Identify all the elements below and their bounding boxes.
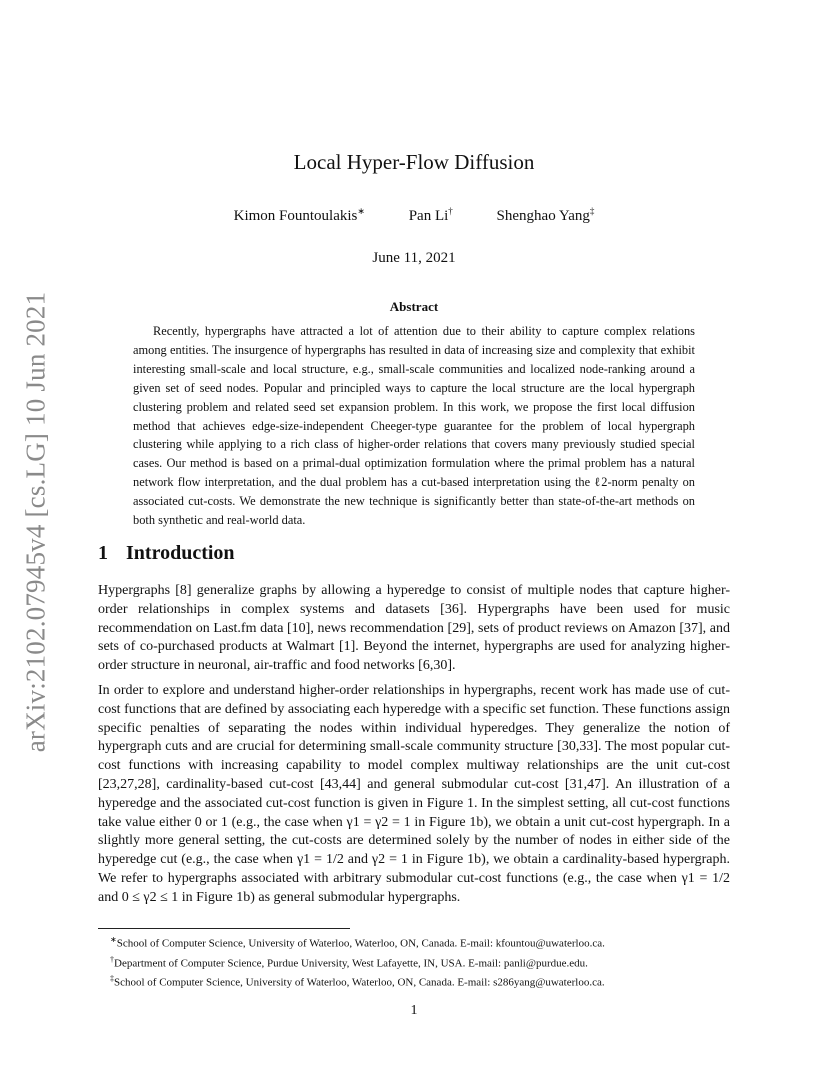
footnotes (110, 932, 750, 991)
body-paragraph: In order to explore and understand higher-order relationships in hypergraphs, recent work has made use of cut-cost functions that are defined by associating each hyperedge with a specific set function. These functions assign specific penalties of separating the nodes within individual hyperedges. They generalize the notion of hypergraph cuts and are crucial for determining small-scale community structure [30,33]. The most popular cut-cost functions with increasing capability to model complex multiway relationships are the unit cut-cost [23,27,28], cardinality-based cut-cost [43,44] and general submodular cut-cost [31,47]. An illustration of a hyperedge and the associated cut-cost function is given in Figure 1. In the simplest setting, all cut-cost functions take value either 0 or 1 (e.g., the case when γ1 = γ2 = 1 in Figure 1b), we obtain a unit cut-cost hypergraph. In a slightly more general setting, the cut-costs are determined solely by the number of nodes in either side of the hyperedge cut (e.g., the case when γ1 = 1/2 and γ2 = 1 in Figure 1b), we obtain a cardinality-based hypergraph. We refer to hypergraphs associated with arbitrary submodular cut-cost functions (e.g., the case when γ1 = 1/2 and 0 ≤ γ2 ≤ 1 in Figure 1b) as general submodular hypergraphs. (98, 683, 730, 905)
section-number: 1 (98, 542, 108, 564)
abstract-heading: Abstract (389, 299, 439, 314)
publication-date: June 11, 2021 (372, 250, 456, 266)
page-number: 1 (410, 1003, 418, 1018)
footnote-rule (98, 928, 350, 929)
footnote: †Department of Computer Science, Purdue University, West Lafayette, IN, USA. E-mail: panli@purdue.edu. (110, 954, 588, 970)
section-heading (98, 542, 235, 565)
paper-title: Local Hyper-Flow Diffusion (293, 150, 535, 174)
author: Kimon Fountoulakis∗ (233, 206, 365, 224)
footnote: ‡School of Computer Science, University of Waterloo, Waterloo, ON, Canada. E-mail: s286yang@uwaterloo.ca. (110, 974, 605, 989)
author-list (0, 206, 828, 225)
arxiv-identifier: arXiv:2102.07945v4 [cs.LG] 10 Jun 2021 (20, 291, 51, 753)
body-paragraph: Hypergraphs [8] generalize graphs by allowing a hyperedge to consist of multiple nodes that capture higher-order relationships in complex systems and datasets [36]. Hypergraphs have been used for music recommendation on Last.fm data [10], news recommendation [29], sets of product reviews on Amazon [37], and sets of co-purchased products at Walmart [1]. Beyond the internet, hypergraphs are used for analyzing higher-order structure in neuronal, air-traffic and food networks [6,30]. (98, 583, 730, 674)
arxiv-stamp (18, 292, 54, 752)
section-title: Introduction (126, 542, 235, 564)
abstract-text: Recently, hypergraphs have attracted a lot of attention due to their ability to capture complex relations among entities. The insurgence of hypergraphs has resulted in data of increasing size and complexity that exhibit interesting small-scale and local structure, e.g., small-scale communities and localized node-ranking around a given set of seed nodes. Popular and principled ways to capture the local structure are the local hypergraph clustering problem and related seed set expansion problem. In this work, we propose the first local diffusion method that achieves edge-size-independent Cheeger-type guarantee for the problem of local hypergraph clustering while applying to a rich class of higher-order relations that covers many previously studied special cases. Our method is based on a primal-dual optimization formulation where the primal problem has a natural network flow interpretation, and the dual problem has a cut-based interpretation using the ℓ2-norm penalty on associated cut-costs. We demonstrate the new technique is significantly better than state-of-the-art methods on both synthetic and real-world data. (133, 324, 695, 528)
author: Shenghao Yang‡ (496, 206, 595, 224)
footnote: ∗School of Computer Science, University of Waterloo, Waterloo, ON, Canada. E-mail: kfountou@uwaterloo.ca. (110, 935, 605, 950)
author: Pan Li† (408, 206, 453, 224)
